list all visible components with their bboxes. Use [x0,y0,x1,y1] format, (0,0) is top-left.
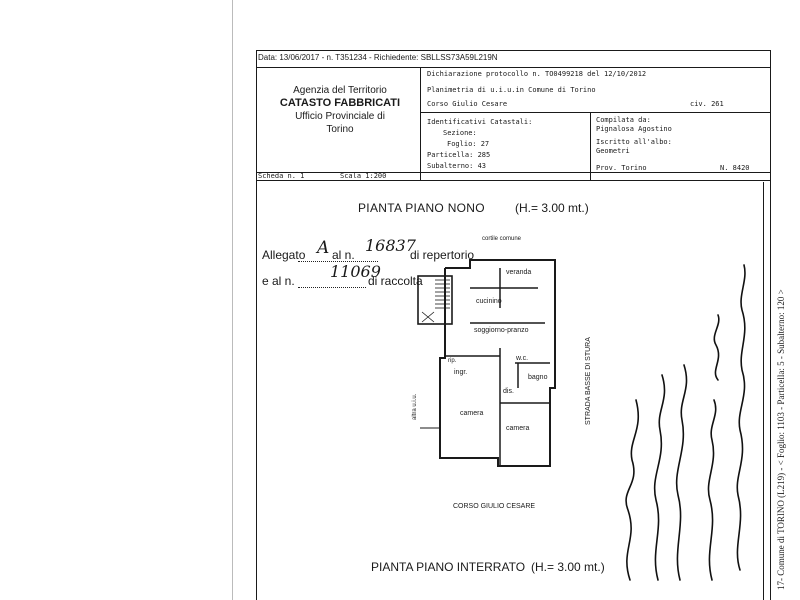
compiled-line3: Iscritto all'albo: [596,138,672,146]
identifiers-sezione: Sezione: [443,129,477,137]
office-line1: Agenzia del Territorio [293,85,387,96]
floor-title: PIANTA PIANO NONO [358,201,485,215]
signature-stroke [708,400,715,580]
sheet-right-border [770,50,771,600]
side-annotation: 17- Comune di TORINO (L219) - < Foglio: 1103 - Particella: 5 - Subalterno: 120 > [776,289,786,590]
basement-title: PIANTA PIANO INTERRATO [371,560,526,574]
header-top-line [256,67,770,68]
compiled-block [596,116,672,156]
floor-height: (H.= 3.00 mt.) [515,201,589,215]
compiled-number: N. 8420 [720,164,750,172]
allegato-label-2: al n. [332,248,355,262]
allegato-letter: A [317,238,330,258]
label-camera-1: camera [460,410,484,417]
sheet-left-border [256,50,257,600]
label-dis: dis. [503,388,514,395]
identifiers-particella: Particella: 285 [427,151,491,159]
label-rip: rip. [448,358,457,364]
allegato-label-4: e al n. [262,274,295,288]
office-line4: Torino [326,124,354,135]
scheda-bottom-line [256,180,770,181]
label-soggiorno: soggiorno-pranzo [474,327,529,334]
allegato-raccolta-number: 11069 [330,262,381,281]
allegato-repertorio-number: 16837 [365,236,416,255]
label-corso: CORSO GIULIO CESARE [453,503,536,510]
identifiers-subalterno: Subalterno: 43 [427,162,487,170]
label-veranda: veranda [506,269,532,276]
scheda-label: Scheda n. 1 [258,172,305,180]
compiled-prov: Prov. Torino [596,164,647,172]
allegato-label-3: di repertorio [410,248,475,262]
identifiers-foglio: Foglio: 27 [447,140,490,148]
label-wc: w.c. [516,355,529,362]
label-ingr: ingr. [454,369,468,376]
compiled-line4: Geometri [596,147,630,155]
signature-stroke [714,315,719,380]
handwritten-signatures [600,250,765,595]
header-divider [420,67,421,180]
office-line3: Ufficio Provinciale di [295,111,385,122]
label-strada: STRADA BASSE DI STURA [585,337,592,425]
allegato-label-5: di raccolta [368,274,423,288]
header-bottom-line [256,172,770,173]
office-block [260,84,420,136]
allegato-label-1: Allegato [262,248,306,262]
allegato-dotline-2 [298,287,366,288]
declaration-address: Corso Giulio Cesare [427,100,508,108]
label-altra-uiu: altra u.i.u. [412,393,418,420]
declaration-civ: civ. 261 [690,100,724,108]
declaration-protocol: Dichiarazione protocollo n. TO0499218 del 12/10/2012 [427,70,647,78]
signature-stroke [655,375,665,580]
basement-height: (H.= 3.00 mt.) [531,560,605,574]
header-id-divider [590,112,591,180]
allegato-dotline-1 [298,261,378,262]
label-cucinino: cucinino [476,298,502,305]
label-cortile: cortile comune [482,236,522,242]
scale-label: Scala 1:200 [340,172,387,180]
identifiers-title: Identificativi Catastali: [427,118,533,126]
top-line: Data: 13/06/2017 - n. T351234 - Richiedente: SBLLSS73A59L219N [258,53,498,62]
signature-stroke [737,265,745,570]
header-mid-line [420,112,770,113]
signature-stroke [626,400,638,580]
compiled-line1: Compilata da: [596,116,651,124]
office-line2: CATASTO FABBRICATI [279,97,401,109]
compiled-line2: Pignalosa Agostino [596,125,672,133]
label-bagno: bagno [528,374,548,381]
label-camera-2: camera [506,425,530,432]
scan-edge-line [232,0,233,600]
identifiers-block [427,117,532,172]
signature-stroke [677,365,687,580]
sheet-top-border [256,50,770,51]
declaration-plan: Planimetria di u.i.u.in Comune di Torino [427,86,596,94]
